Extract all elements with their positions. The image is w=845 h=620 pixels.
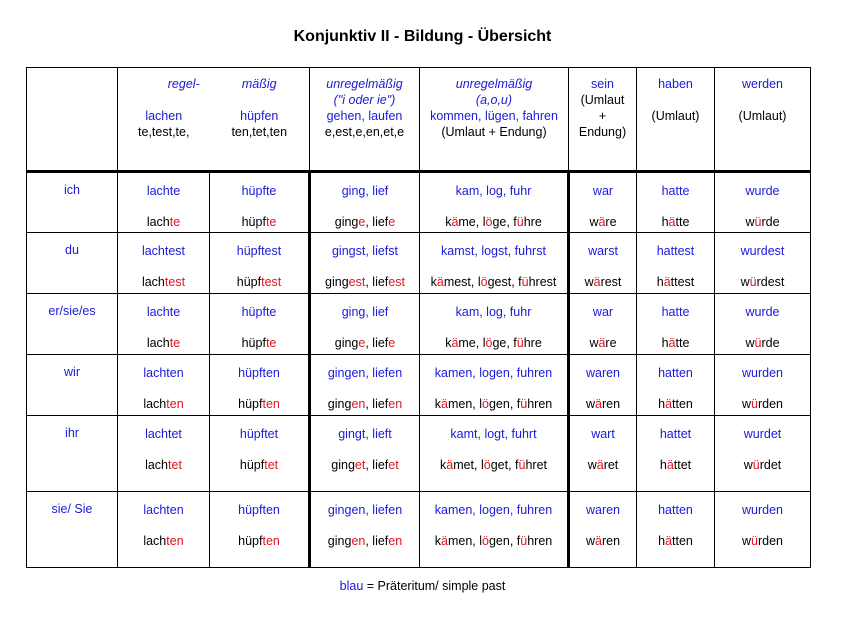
text: ä	[666, 458, 674, 472]
header-unreg2-a: unregelmäßig	[455, 77, 533, 91]
text: me, l	[458, 215, 486, 229]
text: wurden	[742, 503, 783, 517]
regular-huepfen-cell	[210, 355, 310, 416]
werden-cell	[715, 416, 811, 492]
text: ä	[595, 397, 602, 411]
haben-cell	[637, 294, 715, 355]
text: kamt, logt, fuhrt	[450, 427, 537, 441]
text: gest, f	[487, 275, 522, 289]
text: gen, f	[488, 397, 521, 411]
irregular-i-cell	[310, 233, 420, 294]
text: lach	[146, 215, 170, 229]
header-ex-huepfen: hüpfen	[240, 109, 279, 123]
text: hren	[527, 534, 553, 548]
text: sie/ Sie	[51, 502, 93, 516]
haben-cell	[637, 355, 715, 416]
text: tet	[168, 458, 182, 472]
text: k	[439, 458, 447, 472]
text: mest, l	[443, 275, 481, 289]
text: get, f	[490, 458, 519, 472]
pronoun-cell	[27, 233, 118, 294]
text: ü	[520, 397, 528, 411]
text: gingen, liefen	[327, 503, 403, 517]
text: hüpf	[241, 336, 266, 350]
table-row	[27, 294, 811, 355]
text: hüpften	[238, 366, 280, 380]
text: ä	[665, 534, 673, 548]
text: ä	[665, 397, 673, 411]
header-unreg1-end: e,est,e,en,et,e	[324, 125, 405, 139]
text: lachten	[143, 366, 184, 380]
irregular-i-cell	[310, 492, 420, 568]
text: ö	[480, 275, 488, 289]
text: ten	[166, 534, 184, 548]
text: men, l	[447, 397, 483, 411]
regular-lachen-cell	[118, 233, 210, 294]
header-sein-label: sein	[591, 77, 614, 91]
regular-lachen-cell	[118, 416, 210, 492]
text: k	[434, 534, 442, 548]
table-row	[27, 172, 811, 233]
text: k	[445, 336, 452, 350]
text: , lief	[365, 534, 389, 548]
header-ending-huepfen: ten,tet,ten	[231, 125, 288, 139]
irregular-i-cell	[310, 294, 420, 355]
text: tte	[675, 336, 690, 350]
legend-text: = Präteritum/ simple past	[363, 579, 506, 593]
text: gingt, lieft	[338, 427, 392, 441]
text: lach	[146, 336, 170, 350]
text: ü	[751, 397, 758, 411]
text: hre	[523, 215, 542, 229]
header-sein-note1: (Umlaut	[580, 93, 625, 107]
text: ä	[451, 215, 459, 229]
text: te	[265, 215, 277, 229]
header-ending-lachen: te,test,te,	[138, 125, 190, 139]
text: ä	[668, 215, 676, 229]
text: ä	[446, 458, 454, 472]
text: rdet	[759, 458, 782, 472]
text: , lief	[365, 397, 389, 411]
text: waren	[585, 366, 621, 380]
text: w	[585, 534, 595, 548]
text: ge, f	[492, 336, 517, 350]
text: rden	[757, 397, 783, 411]
text: w	[741, 397, 752, 411]
text: hatten	[658, 366, 693, 380]
header-irregular-aou	[420, 68, 569, 172]
header-unreg1-b: ("i oder ie")	[333, 93, 396, 107]
text: h	[659, 458, 667, 472]
sein-cell	[569, 355, 637, 416]
text: rden	[757, 534, 783, 548]
text: lach	[145, 458, 169, 472]
text: hren	[527, 397, 553, 411]
text: ü	[520, 534, 528, 548]
header-unreg2-ex: kommen, lügen, fahren	[430, 109, 558, 123]
text: test	[164, 275, 186, 289]
text: ä	[595, 534, 602, 548]
text: en	[388, 397, 403, 411]
text: war	[592, 184, 614, 198]
text: ich	[64, 183, 80, 197]
regular-lachen-cell	[118, 355, 210, 416]
table-row	[27, 233, 811, 294]
text: ö	[482, 534, 489, 548]
text: h	[658, 534, 666, 548]
text: rdest	[756, 275, 785, 289]
header-unreg2-b: (a,o,u)	[475, 93, 513, 107]
header-werden-label: werden	[742, 77, 783, 91]
text: w	[741, 534, 752, 548]
text: hüpftest	[236, 244, 282, 258]
table-row	[27, 355, 811, 416]
text: ö	[482, 397, 489, 411]
text: ü	[751, 534, 758, 548]
text: te	[169, 215, 181, 229]
pronoun-cell	[27, 294, 118, 355]
table-row	[27, 416, 811, 492]
text: hüpftet	[239, 427, 279, 441]
text: hatte	[661, 305, 690, 319]
text: hattet	[659, 427, 692, 441]
text: w	[743, 458, 753, 472]
text: wir	[64, 365, 80, 379]
text: et	[354, 458, 366, 472]
text: ä	[451, 336, 459, 350]
haben-cell	[637, 233, 715, 294]
page-title: Konjunktiv II - Bildung - Übersicht	[293, 28, 552, 45]
text: ren	[601, 534, 621, 548]
haben-cell	[637, 492, 715, 568]
text: met, l	[453, 458, 484, 472]
legend-blue-word: blau	[339, 579, 364, 593]
text: ihr	[65, 426, 79, 440]
irregular-aou-cell	[420, 233, 569, 294]
text: ren	[601, 397, 621, 411]
text: ging	[334, 215, 359, 229]
text: ttest	[670, 275, 695, 289]
text: rde	[761, 336, 780, 350]
text: w	[589, 215, 599, 229]
text: te	[169, 336, 181, 350]
header-unreg2-end: (Umlaut + Endung)	[441, 125, 547, 139]
text: lachtest	[141, 244, 186, 258]
header-unreg1-a: unregelmäßig	[326, 77, 403, 91]
irregular-i-cell	[310, 416, 420, 492]
sein-cell	[569, 416, 637, 492]
text: hattest	[656, 244, 695, 258]
text: kamen, logen, fuhren	[434, 366, 553, 380]
header-sein-note3: Endung)	[578, 125, 627, 139]
text: wurde	[745, 305, 780, 319]
text: hre	[523, 336, 542, 350]
pronoun-cell	[27, 172, 118, 233]
text: ü	[516, 215, 524, 229]
text: ging	[327, 397, 352, 411]
text: h	[658, 397, 666, 411]
text: ü	[749, 275, 757, 289]
sein-cell	[569, 233, 637, 294]
text: tet	[264, 458, 279, 472]
irregular-i-cell	[310, 172, 420, 233]
text: ä	[663, 275, 671, 289]
text: w	[587, 458, 597, 472]
text: hüpf	[238, 397, 263, 411]
text: ret	[603, 458, 619, 472]
text: est	[348, 275, 366, 289]
text: lach	[141, 275, 165, 289]
text: kamst, logst, fuhrst	[441, 244, 546, 258]
text: et	[388, 458, 399, 472]
text: ten	[166, 397, 184, 411]
text: ü	[752, 458, 760, 472]
text: ö	[485, 215, 493, 229]
text: ö	[485, 336, 493, 350]
text: e	[388, 215, 396, 229]
werden-cell	[715, 294, 811, 355]
text: warst	[588, 244, 618, 258]
legend	[0, 579, 845, 593]
irregular-aou-cell	[420, 294, 569, 355]
text: war	[592, 305, 614, 319]
text: ä	[441, 397, 448, 411]
text: ging	[325, 275, 349, 289]
text: ä	[436, 275, 444, 289]
text: h	[661, 336, 669, 350]
text: ä	[598, 336, 606, 350]
text: e	[358, 215, 366, 229]
conjugation-table	[26, 67, 811, 568]
text: lach	[143, 397, 167, 411]
text: ü	[516, 336, 524, 350]
irregular-aou-cell	[420, 416, 569, 492]
regular-huepfen-cell	[210, 172, 310, 233]
text: ü	[518, 458, 526, 472]
header-ex-lachen: lachen	[145, 109, 183, 123]
header-empty-cell	[27, 68, 118, 172]
text: wurde	[745, 184, 780, 198]
text: ten	[262, 397, 280, 411]
regular-huepfen-cell	[210, 294, 310, 355]
text: en	[388, 534, 403, 548]
text: test	[261, 275, 282, 289]
text: lachte	[146, 305, 181, 319]
regular-huepfen-cell	[210, 416, 310, 492]
irregular-aou-cell	[420, 172, 569, 233]
header-regular-1	[118, 68, 210, 172]
text: men, l	[447, 534, 483, 548]
text: er/sie/es	[48, 304, 96, 318]
irregular-aou-cell	[420, 492, 569, 568]
sein-cell	[569, 492, 637, 568]
text: kamen, logen, fuhren	[434, 503, 553, 517]
text: e	[388, 336, 396, 350]
text: w	[740, 275, 750, 289]
text: re	[605, 215, 617, 229]
text: wurdet	[743, 427, 782, 441]
text: rde	[761, 215, 780, 229]
text: ä	[598, 215, 606, 229]
text: re	[605, 336, 617, 350]
header-regular-2	[210, 68, 310, 172]
regular-lachen-cell	[118, 294, 210, 355]
text: lachte	[146, 184, 181, 198]
text: , lief	[365, 458, 389, 472]
table-row	[27, 492, 811, 568]
text: kam, log, fuhr	[455, 184, 532, 198]
text: tten	[672, 397, 693, 411]
header-haben-note: (Umlaut)	[651, 109, 700, 123]
regular-huepfen-cell	[210, 492, 310, 568]
text: w	[584, 275, 594, 289]
text: w	[745, 336, 755, 350]
pronoun-cell	[27, 416, 118, 492]
werden-cell	[715, 233, 811, 294]
text: ü	[754, 336, 762, 350]
text: ging	[331, 458, 355, 472]
text: k	[445, 215, 452, 229]
text: , lief	[365, 215, 389, 229]
sein-cell	[569, 294, 637, 355]
text: ä	[668, 336, 676, 350]
text: ü	[521, 275, 529, 289]
text: ä	[596, 458, 604, 472]
text: h	[661, 215, 669, 229]
header-irregular-i	[310, 68, 420, 172]
text: hrest	[528, 275, 557, 289]
text: w	[745, 215, 755, 229]
text: wurden	[742, 366, 783, 380]
werden-cell	[715, 355, 811, 416]
regular-lachen-cell	[118, 172, 210, 233]
werden-cell	[715, 172, 811, 233]
irregular-aou-cell	[420, 355, 569, 416]
text: kam, log, fuhr	[455, 305, 532, 319]
text: hüpften	[238, 503, 280, 517]
irregular-i-cell	[310, 355, 420, 416]
header-regel-b: mäßig	[241, 77, 277, 91]
text: wart	[591, 427, 615, 441]
werden-cell	[715, 492, 811, 568]
text: hüpfte	[241, 305, 277, 319]
text: wurdest	[740, 244, 785, 258]
header-sein-note2: +	[598, 109, 607, 123]
text: ö	[483, 458, 491, 472]
header-sein	[569, 68, 637, 172]
text: h	[656, 275, 664, 289]
header-werden-note: (Umlaut)	[738, 109, 787, 123]
text: tte	[675, 215, 690, 229]
text: ten	[262, 534, 280, 548]
text: ä	[593, 275, 601, 289]
text: lachten	[143, 503, 184, 517]
text: hüpf	[236, 275, 262, 289]
pronoun-cell	[27, 492, 118, 568]
text: k	[430, 275, 437, 289]
haben-cell	[637, 416, 715, 492]
text: rest	[600, 275, 622, 289]
text: ttet	[673, 458, 692, 472]
text: gingen, liefen	[327, 366, 403, 380]
text: waren	[585, 503, 621, 517]
text: me, l	[458, 336, 486, 350]
text: hüpf	[238, 534, 263, 548]
text: w	[589, 336, 599, 350]
sein-cell	[569, 172, 637, 233]
text: du	[65, 243, 79, 257]
text: ging, lief	[341, 184, 389, 198]
text: , lief	[365, 336, 389, 350]
text: , lief	[365, 275, 389, 289]
text: ging	[327, 534, 352, 548]
text: est	[388, 275, 405, 289]
header-unreg1-ex: gehen, laufen	[326, 109, 403, 123]
pronoun-cell	[27, 355, 118, 416]
text: gen, f	[488, 534, 521, 548]
text: gingst, liefst	[331, 244, 398, 258]
header-haben-label: haben	[658, 77, 693, 91]
text: en	[351, 534, 366, 548]
text: hret	[525, 458, 547, 472]
text: ä	[441, 534, 448, 548]
regular-huepfen-cell	[210, 233, 310, 294]
regular-lachen-cell	[118, 492, 210, 568]
text: hüpf	[239, 458, 265, 472]
text: ging, lief	[341, 305, 389, 319]
header-regel-a: regel-	[167, 77, 200, 91]
haben-cell	[637, 172, 715, 233]
text: k	[434, 397, 442, 411]
text: hatte	[661, 184, 690, 198]
text: ging	[334, 336, 359, 350]
text: lachtet	[145, 427, 182, 441]
text: hüpfte	[241, 184, 277, 198]
header-werden	[715, 68, 811, 172]
text: en	[351, 397, 366, 411]
text: hatten	[658, 503, 693, 517]
header-haben	[637, 68, 715, 172]
text: hüpf	[241, 215, 266, 229]
text: tten	[672, 534, 693, 548]
text: ge, f	[492, 215, 517, 229]
text: e	[358, 336, 366, 350]
text: te	[265, 336, 277, 350]
header-row	[27, 68, 811, 172]
text: ü	[754, 215, 762, 229]
text: w	[585, 397, 595, 411]
text: lach	[143, 534, 167, 548]
